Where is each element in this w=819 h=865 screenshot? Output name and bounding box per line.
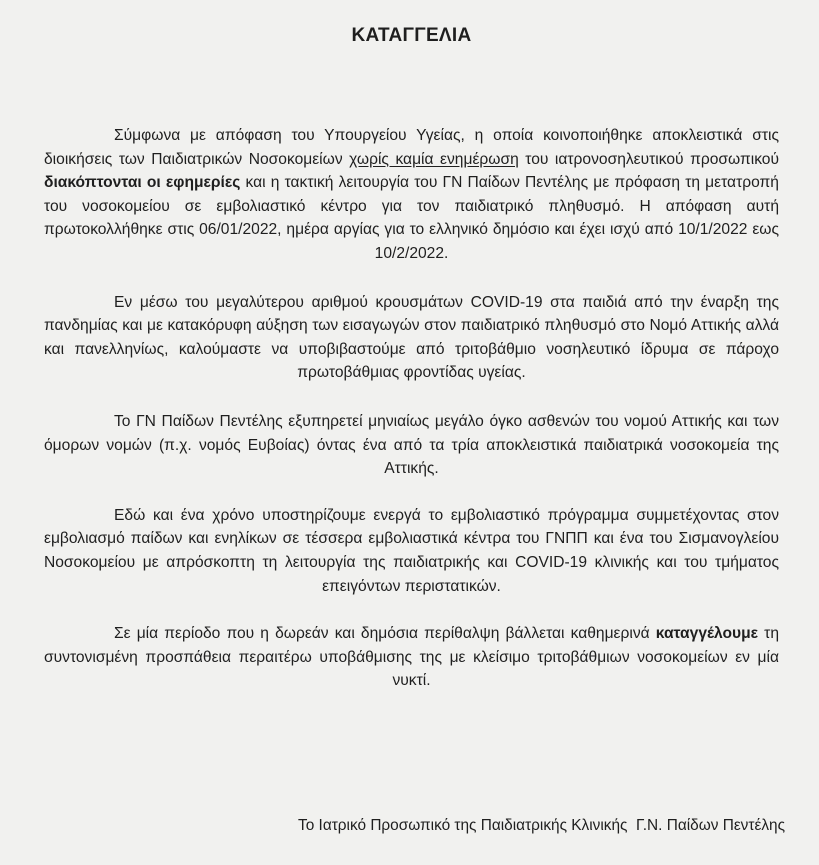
paragraph-decision bbox=[38, 124, 785, 266]
signature: Το Ιατρικό Προσωπικό της Παιδιατρικής Κλινικής Γ.Ν. Παίδων Πεντέλης bbox=[298, 817, 785, 834]
document-title: ΚΑΤΑΓΓΕΛΙΑ bbox=[351, 25, 472, 46]
paragraph-denounce bbox=[38, 622, 785, 693]
underlined-text: χωρίς καμία ενημέρωση bbox=[349, 150, 519, 168]
paragraph-text: Σύμφωνα με απόφαση του Υπουργείου Υγείας, η οποία κοινοποιήθηκε αποκλειστικά στις διοικήσεις των Παιδιατρικών Νοσοκομείων bbox=[44, 127, 779, 168]
document-body bbox=[38, 124, 785, 693]
paragraph-text: και η τακτική λειτουργία του ΓΝ Παίδων Πεντέλης με πρόφαση τη μετατροπή του νοσοκομείου σε εμβολιαστικό κέντρο για τον παιδιατρικό πληθυσμό. Η απόφαση αυτή πρωτοκολλήθηκε στις 06/01/2022, ημέρα αργίας για το ελληνικό δημόσιο και έχει ισχύ από 10/1/2022 εως 10/2/2022. bbox=[44, 174, 779, 262]
paragraph-text: τη συντονισμένη προσπάθεια περαιτέρω υποβάθμισης της με κλείσιμο τριτοβάθμιων νοσοκομείων εν μία νυκτί. bbox=[44, 625, 779, 690]
paragraph-hospital: Το ΓΝ Παίδων Πεντέλης εξυπηρετεί μηνιαίως μεγάλο όγκο ασθενών του νομού Αττικής και των όμορων νομών (π.χ. νομός Ευβοίας) όντας ένα από τα τρία αποκλειστικά παιδιατρικά νοσοκομεία της Αττικής. bbox=[44, 412, 779, 478]
paragraph-text: Σε μία περίοδο που η δωρεάν και δημόσια περίθαλψη βάλλεται καθημερινά bbox=[114, 625, 656, 643]
paragraph-covid: Εν μέσω του μεγαλύτερου αριθμού κρουσμάτων COVID-19 στα παιδιά από την έναρξη της πανδημίας και με κατακόρυφη αύξηση των εισαγωγών στον παιδιατρικό πληθυσμό στο Νομό Αττικής αλλά και πανελληνίως, καλούμαστε να υποβιβαστούμε από τριτοβάθμιο νοσηλευτικό ίδρυμα σε πάροχο πρωτοβάθμιας φροντίδας υγείας. bbox=[44, 293, 779, 382]
bold-text: καταγγέλουμε bbox=[655, 625, 759, 643]
paragraph-vaccination: Εδώ και ένα χρόνο υποστηρίζουμε ενεργά το εμβολιαστικό πρόγραμμα συμμετέχοντας στον εμβολιασμό παίδων και ενηλίκων σε τέσσερα εμβολιαστικά κέντρα του ΓΝΠΠ και ένα του Σισμανογλείου Νοσοκομείου με απρόσκοπτη τη λειτουργία της παιδιατρικής και COVID-19 κλινικής και του τμήματος επειγόντων περιστατικών. bbox=[44, 506, 779, 595]
paragraph-text: του ιατρονοσηλευτικού προσωπικού bbox=[518, 150, 779, 168]
bold-text: διακόπτονται οι εφημερίες bbox=[44, 174, 241, 192]
